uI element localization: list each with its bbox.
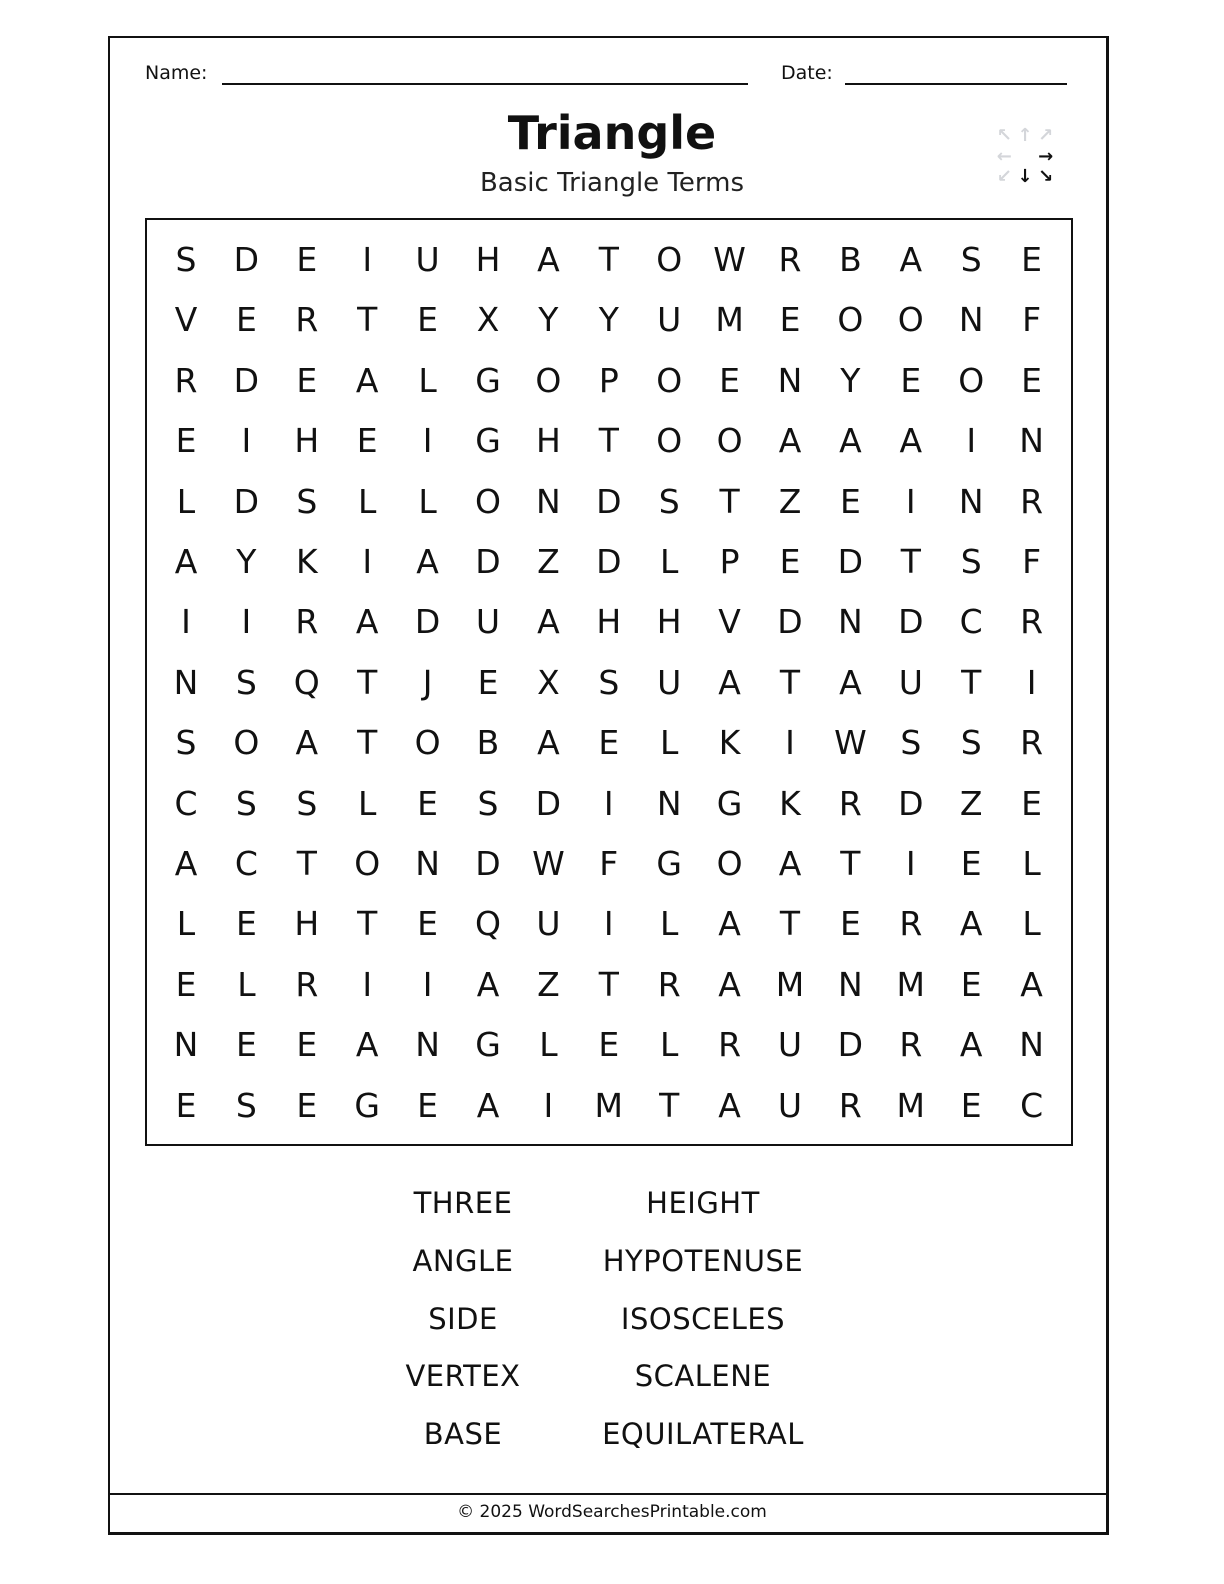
grid-letter[interactable]: E [417, 783, 439, 823]
grid-letter[interactable]: I [603, 783, 614, 823]
grid-letter[interactable]: Q [475, 904, 501, 944]
grid-letter[interactable]: O [475, 481, 501, 521]
grid-letter[interactable]: E [175, 1085, 197, 1125]
grid-letter[interactable]: S [598, 662, 620, 702]
grid-letter[interactable]: P [598, 360, 619, 400]
word-list-item: ANGLE [412, 1243, 514, 1278]
arrow-icon: ↙ [996, 166, 1012, 188]
name-label: Name: [145, 62, 208, 84]
date-label: Date: [781, 62, 833, 84]
grid-letter[interactable]: R [1020, 602, 1044, 642]
grid-letter[interactable]: E [175, 421, 197, 461]
grid-letter[interactable]: Z [537, 964, 560, 1004]
grid-letter[interactable]: S [477, 783, 499, 823]
grid-letter[interactable]: D [837, 1025, 864, 1065]
grid-letter[interactable]: E [598, 1025, 620, 1065]
grid-letter[interactable]: O [656, 360, 683, 400]
grid-letter[interactable]: I [241, 421, 252, 461]
grid-letter[interactable]: T [961, 662, 982, 702]
grid-letter[interactable]: T [598, 421, 619, 461]
grid-letter[interactable]: A [899, 240, 923, 279]
arrow-icon: ↗ [1038, 125, 1054, 146]
grid-letter[interactable]: L [659, 1025, 679, 1065]
grid-letter[interactable]: E [1021, 783, 1043, 823]
grid-letter[interactable]: I [362, 240, 373, 279]
grid-letter[interactable]: A [778, 421, 802, 461]
grid-letter[interactable]: E [296, 240, 318, 279]
grid-letter[interactable]: E [296, 1085, 318, 1125]
grid-letter[interactable]: P [719, 542, 740, 581]
grid-letter[interactable]: I [1026, 662, 1037, 702]
grid-letter[interactable]: U [898, 662, 923, 702]
arrow-icon: ← [996, 145, 1012, 167]
grid-letter[interactable]: S [175, 723, 197, 763]
grid-letter[interactable]: O [233, 723, 260, 763]
grid-letter[interactable]: Q [293, 662, 320, 702]
grid-letter[interactable]: N [777, 360, 803, 400]
grid-letter[interactable]: L [357, 481, 377, 521]
grid-letter[interactable]: J [422, 662, 433, 702]
grid-letter[interactable]: R [1020, 723, 1044, 763]
grid-letter[interactable]: I [905, 844, 916, 883]
grid-letter[interactable]: O [716, 844, 743, 883]
grid-letter[interactable]: A [416, 542, 439, 581]
grid-letter[interactable]: E [960, 1085, 982, 1125]
grid-letter[interactable]: H [294, 421, 320, 461]
word-list-item: HEIGHT [646, 1186, 760, 1220]
word-list-item: SCALENE [634, 1359, 772, 1394]
grid-letter[interactable]: D [475, 844, 501, 883]
grid-letter[interactable]: G [475, 421, 501, 461]
grid-letter[interactable]: A [959, 904, 983, 944]
grid-letter[interactable]: A [718, 964, 741, 1004]
grid-letter[interactable]: S [960, 542, 982, 581]
grid-letter[interactable]: C [1020, 1085, 1044, 1125]
grid-letter[interactable]: H [596, 602, 622, 642]
grid-letter[interactable]: G [354, 1085, 380, 1125]
grid-letter[interactable]: V [174, 300, 198, 340]
grid-letter[interactable]: E [900, 360, 922, 400]
grid-letter[interactable]: Y [840, 360, 861, 400]
grid-letter[interactable]: G [475, 360, 501, 400]
grid-letter[interactable]: T [357, 723, 378, 763]
grid-letter[interactable]: R [1020, 481, 1044, 521]
grid-letter[interactable]: C [174, 783, 198, 823]
grid-letter[interactable]: I [543, 1085, 554, 1125]
grid-letter[interactable]: I [362, 964, 373, 1004]
grid-letter[interactable]: A [839, 662, 862, 702]
grid-letter[interactable]: A [295, 723, 319, 763]
grid-letter[interactable]: L [237, 964, 256, 1004]
grid-letter[interactable]: M [896, 964, 926, 1004]
grid-letter[interactable]: A [1020, 964, 1043, 1004]
grid-letter[interactable]: A [355, 360, 379, 400]
grid-letter[interactable]: K [779, 783, 801, 823]
grid-letter[interactable]: F [1022, 300, 1042, 340]
grid-letter[interactable]: N [958, 481, 984, 521]
grid-letter[interactable]: E [417, 1085, 439, 1125]
grid-letter[interactable]: D [596, 542, 622, 581]
grid-letter[interactable]: T [900, 542, 921, 581]
grid-letter[interactable]: L [176, 481, 196, 521]
grid-letter[interactable]: S [175, 240, 197, 279]
grid-letter[interactable]: L [176, 904, 196, 944]
grid-letter[interactable]: A [355, 602, 379, 642]
grid-letter[interactable]: L [357, 783, 377, 823]
grid-letter[interactable]: A [355, 1025, 379, 1065]
name-field[interactable] [222, 83, 748, 85]
grid-letter[interactable]: X [537, 662, 560, 702]
grid-letter[interactable]: U [777, 1025, 803, 1065]
grid-letter[interactable]: E [296, 360, 318, 400]
grid-letter[interactable]: O [354, 844, 381, 883]
grid-letter[interactable]: U [657, 300, 682, 340]
grid-letter[interactable]: E [779, 300, 801, 340]
grid-letter[interactable]: M [775, 964, 805, 1004]
grid-letter[interactable]: E [598, 723, 620, 763]
grid-letter[interactable]: F [599, 844, 619, 883]
grid-letter[interactable]: L [659, 542, 679, 581]
grid-letter[interactable]: A [537, 723, 560, 763]
grid-letter[interactable]: S [900, 723, 922, 763]
grid-letter[interactable]: I [785, 723, 795, 763]
grid-letter[interactable]: E [296, 1025, 318, 1065]
grid-letter[interactable]: L [659, 723, 679, 763]
grid-letter[interactable]: E [235, 904, 257, 944]
grid-letter[interactable]: I [966, 421, 977, 461]
grid-letter[interactable]: W [532, 844, 565, 883]
grid-letter[interactable]: D [837, 542, 864, 581]
grid-letter[interactable]: T [598, 240, 619, 279]
grid-letter[interactable]: E [417, 300, 439, 340]
grid-letter[interactable]: Y [598, 300, 619, 340]
word-list-item: BASE [423, 1417, 503, 1452]
grid-letter[interactable]: T [779, 904, 801, 944]
grid-letter[interactable]: O [837, 300, 864, 340]
grid-letter[interactable]: S [960, 723, 982, 763]
grid-letter[interactable]: Y [538, 300, 559, 340]
grid-letter[interactable]: O [958, 360, 985, 400]
grid-letter[interactable]: A [839, 421, 862, 461]
arrow-icon: ↖ [996, 125, 1012, 146]
grid-letter[interactable]: R [899, 904, 923, 944]
grid-letter[interactable]: D [233, 240, 260, 279]
grid-letter[interactable]: O [656, 421, 683, 461]
grid-letter[interactable]: S [296, 481, 318, 521]
grid-letter[interactable]: G [716, 783, 743, 823]
date-field[interactable] [845, 83, 1067, 85]
word-list-item: HYPOTENUSE [602, 1243, 804, 1278]
grid-letter[interactable]: T [296, 844, 317, 883]
grid-letter[interactable]: M [715, 300, 744, 340]
grid-letter[interactable]: W [713, 240, 746, 279]
grid-letter[interactable]: N [838, 964, 863, 1004]
grid-letter[interactable]: N [536, 481, 561, 521]
grid-letter[interactable]: G [475, 1025, 501, 1065]
grid-letter[interactable]: A [476, 1085, 500, 1125]
grid-letter[interactable]: S [960, 240, 982, 279]
grid-letter[interactable]: O [716, 421, 743, 461]
grid-letter[interactable]: U [536, 904, 561, 944]
grid-letter[interactable]: I [603, 904, 614, 944]
word-list-item: EQUILATERAL [602, 1417, 804, 1452]
grid-letter[interactable]: Z [537, 542, 560, 581]
grid-letter[interactable]: T [357, 904, 378, 944]
grid-letter[interactable]: A [476, 964, 500, 1004]
grid-letter[interactable]: I [241, 602, 252, 642]
grid-letter[interactable]: A [718, 662, 741, 702]
grid-letter[interactable]: B [476, 723, 500, 763]
grid-letter[interactable]: Z [778, 481, 802, 521]
grid-letter[interactable]: E [960, 844, 982, 883]
grid-letter[interactable]: N [656, 783, 682, 823]
grid-letter[interactable]: R [838, 783, 862, 823]
letter-grid [145, 218, 1073, 1146]
grid-letter[interactable]: L [418, 481, 437, 521]
grid-letter[interactable]: C [234, 844, 258, 883]
grid-letter[interactable]: N [415, 844, 440, 883]
grid-letter[interactable]: R [295, 602, 319, 642]
grid-letter[interactable]: K [295, 542, 318, 581]
grid-letter[interactable]: A [174, 844, 198, 883]
grid-letter[interactable]: F [1022, 542, 1042, 581]
grid-letter[interactable]: O [414, 723, 441, 763]
grid-letter[interactable]: E [779, 542, 801, 581]
grid-letter[interactable]: L [539, 1025, 558, 1065]
grid-letter[interactable]: V [718, 602, 741, 642]
grid-letter[interactable]: D [898, 602, 924, 642]
grid-letter[interactable]: E [1021, 360, 1043, 400]
grid-letter[interactable]: E [175, 964, 197, 1004]
grid-letter[interactable]: R [174, 360, 198, 400]
grid-letter[interactable]: E [839, 481, 861, 521]
grid-letter[interactable]: D [233, 360, 260, 400]
grid-letter[interactable]: U [657, 662, 682, 702]
grid-letter[interactable]: H [656, 602, 682, 642]
grid-letter[interactable]: R [899, 1025, 923, 1065]
grid-letter[interactable]: S [235, 783, 257, 823]
page-subtitle: Basic Triangle Terms [479, 168, 745, 198]
grid-letter[interactable]: D [233, 481, 260, 521]
word-list-item: VERTEX [405, 1359, 521, 1394]
grid-letter[interactable]: O [897, 300, 924, 340]
grid-letter[interactable]: U [475, 602, 501, 642]
grid-letter[interactable]: U [777, 1085, 803, 1125]
grid-letter[interactable]: A [718, 904, 741, 944]
grid-letter[interactable]: N [1019, 421, 1044, 461]
grid-letter[interactable]: O [535, 360, 562, 400]
grid-letter[interactable]: S [235, 1085, 257, 1125]
grid-letter[interactable]: N [415, 1025, 440, 1065]
footer-copyright: © 2025 WordSearchesPrintable.com [457, 1502, 767, 1522]
grid-letter[interactable]: I [422, 421, 433, 461]
grid-letter[interactable]: E [235, 1025, 257, 1065]
grid-letter[interactable]: Y [236, 542, 257, 581]
grid-letter[interactable]: A [778, 844, 802, 883]
grid-letter[interactable]: T [840, 844, 861, 883]
grid-letter[interactable]: S [235, 662, 257, 702]
grid-letter[interactable]: E [839, 904, 861, 944]
grid-letter[interactable]: A [174, 542, 198, 581]
grid-letter[interactable]: C [959, 602, 983, 642]
page-title: Triangle [507, 106, 717, 160]
grid-letter[interactable]: B [839, 240, 862, 279]
grid-letter[interactable]: E [235, 300, 257, 340]
grid-letter[interactable]: D [475, 542, 501, 581]
grid-letter[interactable]: A [899, 421, 923, 461]
grid-letter[interactable]: I [905, 481, 916, 521]
grid-letter[interactable]: E [417, 904, 439, 944]
grid-letter[interactable]: S [658, 481, 680, 521]
grid-letter[interactable]: Z [959, 783, 983, 823]
grid-letter[interactable]: R [778, 240, 802, 279]
grid-letter[interactable]: G [656, 844, 682, 883]
grid-letter[interactable]: E [356, 421, 378, 461]
arrow-icon: ↓ [1017, 166, 1033, 188]
arrow-icon: ↑ [1017, 125, 1033, 146]
grid-letter[interactable]: S [296, 783, 318, 823]
grid-letter[interactable]: T [357, 300, 378, 340]
grid-letter[interactable]: U [415, 240, 440, 279]
grid-letter[interactable]: R [718, 1025, 742, 1065]
grid-letter[interactable]: E [477, 662, 499, 702]
grid-letter[interactable]: N [173, 662, 199, 702]
grid-letter[interactable]: D [777, 602, 803, 642]
grid-letter[interactable]: L [1022, 904, 1041, 944]
grid-letter[interactable]: R [657, 964, 681, 1004]
grid-letter[interactable]: I [181, 602, 191, 642]
grid-letter[interactable]: D [414, 602, 441, 642]
grid-letter[interactable]: D [596, 481, 622, 521]
arrow-icon [1015, 147, 1036, 168]
grid-letter[interactable]: N [173, 1025, 199, 1065]
directions-icon [994, 126, 1056, 188]
grid-letter[interactable]: T [357, 662, 378, 702]
grid-letter[interactable]: K [718, 723, 741, 763]
grid-letter[interactable]: D [898, 783, 924, 823]
grid-letter[interactable]: N [838, 602, 863, 642]
grid-letter[interactable]: H [535, 421, 561, 461]
grid-letter[interactable]: I [422, 964, 433, 1004]
grid-letter[interactable]: E [1021, 240, 1043, 279]
grid-letter[interactable]: H [475, 240, 501, 279]
grid-letter[interactable]: A [537, 240, 560, 279]
word-list-item: SIDE [428, 1301, 498, 1336]
grid-letter[interactable]: E [960, 964, 982, 1004]
grid-letter[interactable]: L [1022, 844, 1041, 883]
grid-letter[interactable]: R [295, 964, 319, 1004]
grid-letter[interactable]: A [959, 1025, 983, 1065]
grid-letter[interactable]: L [418, 360, 437, 400]
grid-letter[interactable]: T [598, 964, 619, 1004]
grid-letter[interactable]: E [719, 360, 741, 400]
word-list-item: THREE [413, 1186, 513, 1220]
grid-letter[interactable]: T [659, 1085, 680, 1125]
grid-letter[interactable]: L [659, 904, 679, 944]
grid-letter[interactable]: T [779, 662, 801, 702]
grid-letter[interactable]: T [719, 481, 740, 521]
arrow-icon: ↘ [1038, 166, 1054, 188]
grid-letter[interactable]: R [295, 300, 319, 340]
grid-letter[interactable]: X [476, 300, 500, 340]
grid-letter[interactable]: N [958, 300, 984, 340]
grid-letter[interactable]: N [1019, 1025, 1044, 1065]
grid-letter[interactable]: M [594, 1085, 624, 1125]
grid-letter[interactable]: A [537, 602, 560, 642]
footer-divider [108, 1493, 1106, 1495]
grid-letter[interactable]: A [718, 1085, 741, 1125]
grid-letter[interactable]: H [294, 904, 320, 944]
grid-letter[interactable]: M [896, 1085, 926, 1125]
grid-letter[interactable]: D [535, 783, 562, 823]
word-list-item: ISOSCELES [620, 1301, 786, 1336]
arrow-icon: → [1038, 145, 1054, 167]
grid-letter[interactable]: W [834, 723, 867, 763]
grid-letter[interactable]: R [838, 1085, 862, 1125]
grid-letter[interactable]: I [362, 542, 373, 581]
grid-letter[interactable]: O [656, 240, 683, 279]
